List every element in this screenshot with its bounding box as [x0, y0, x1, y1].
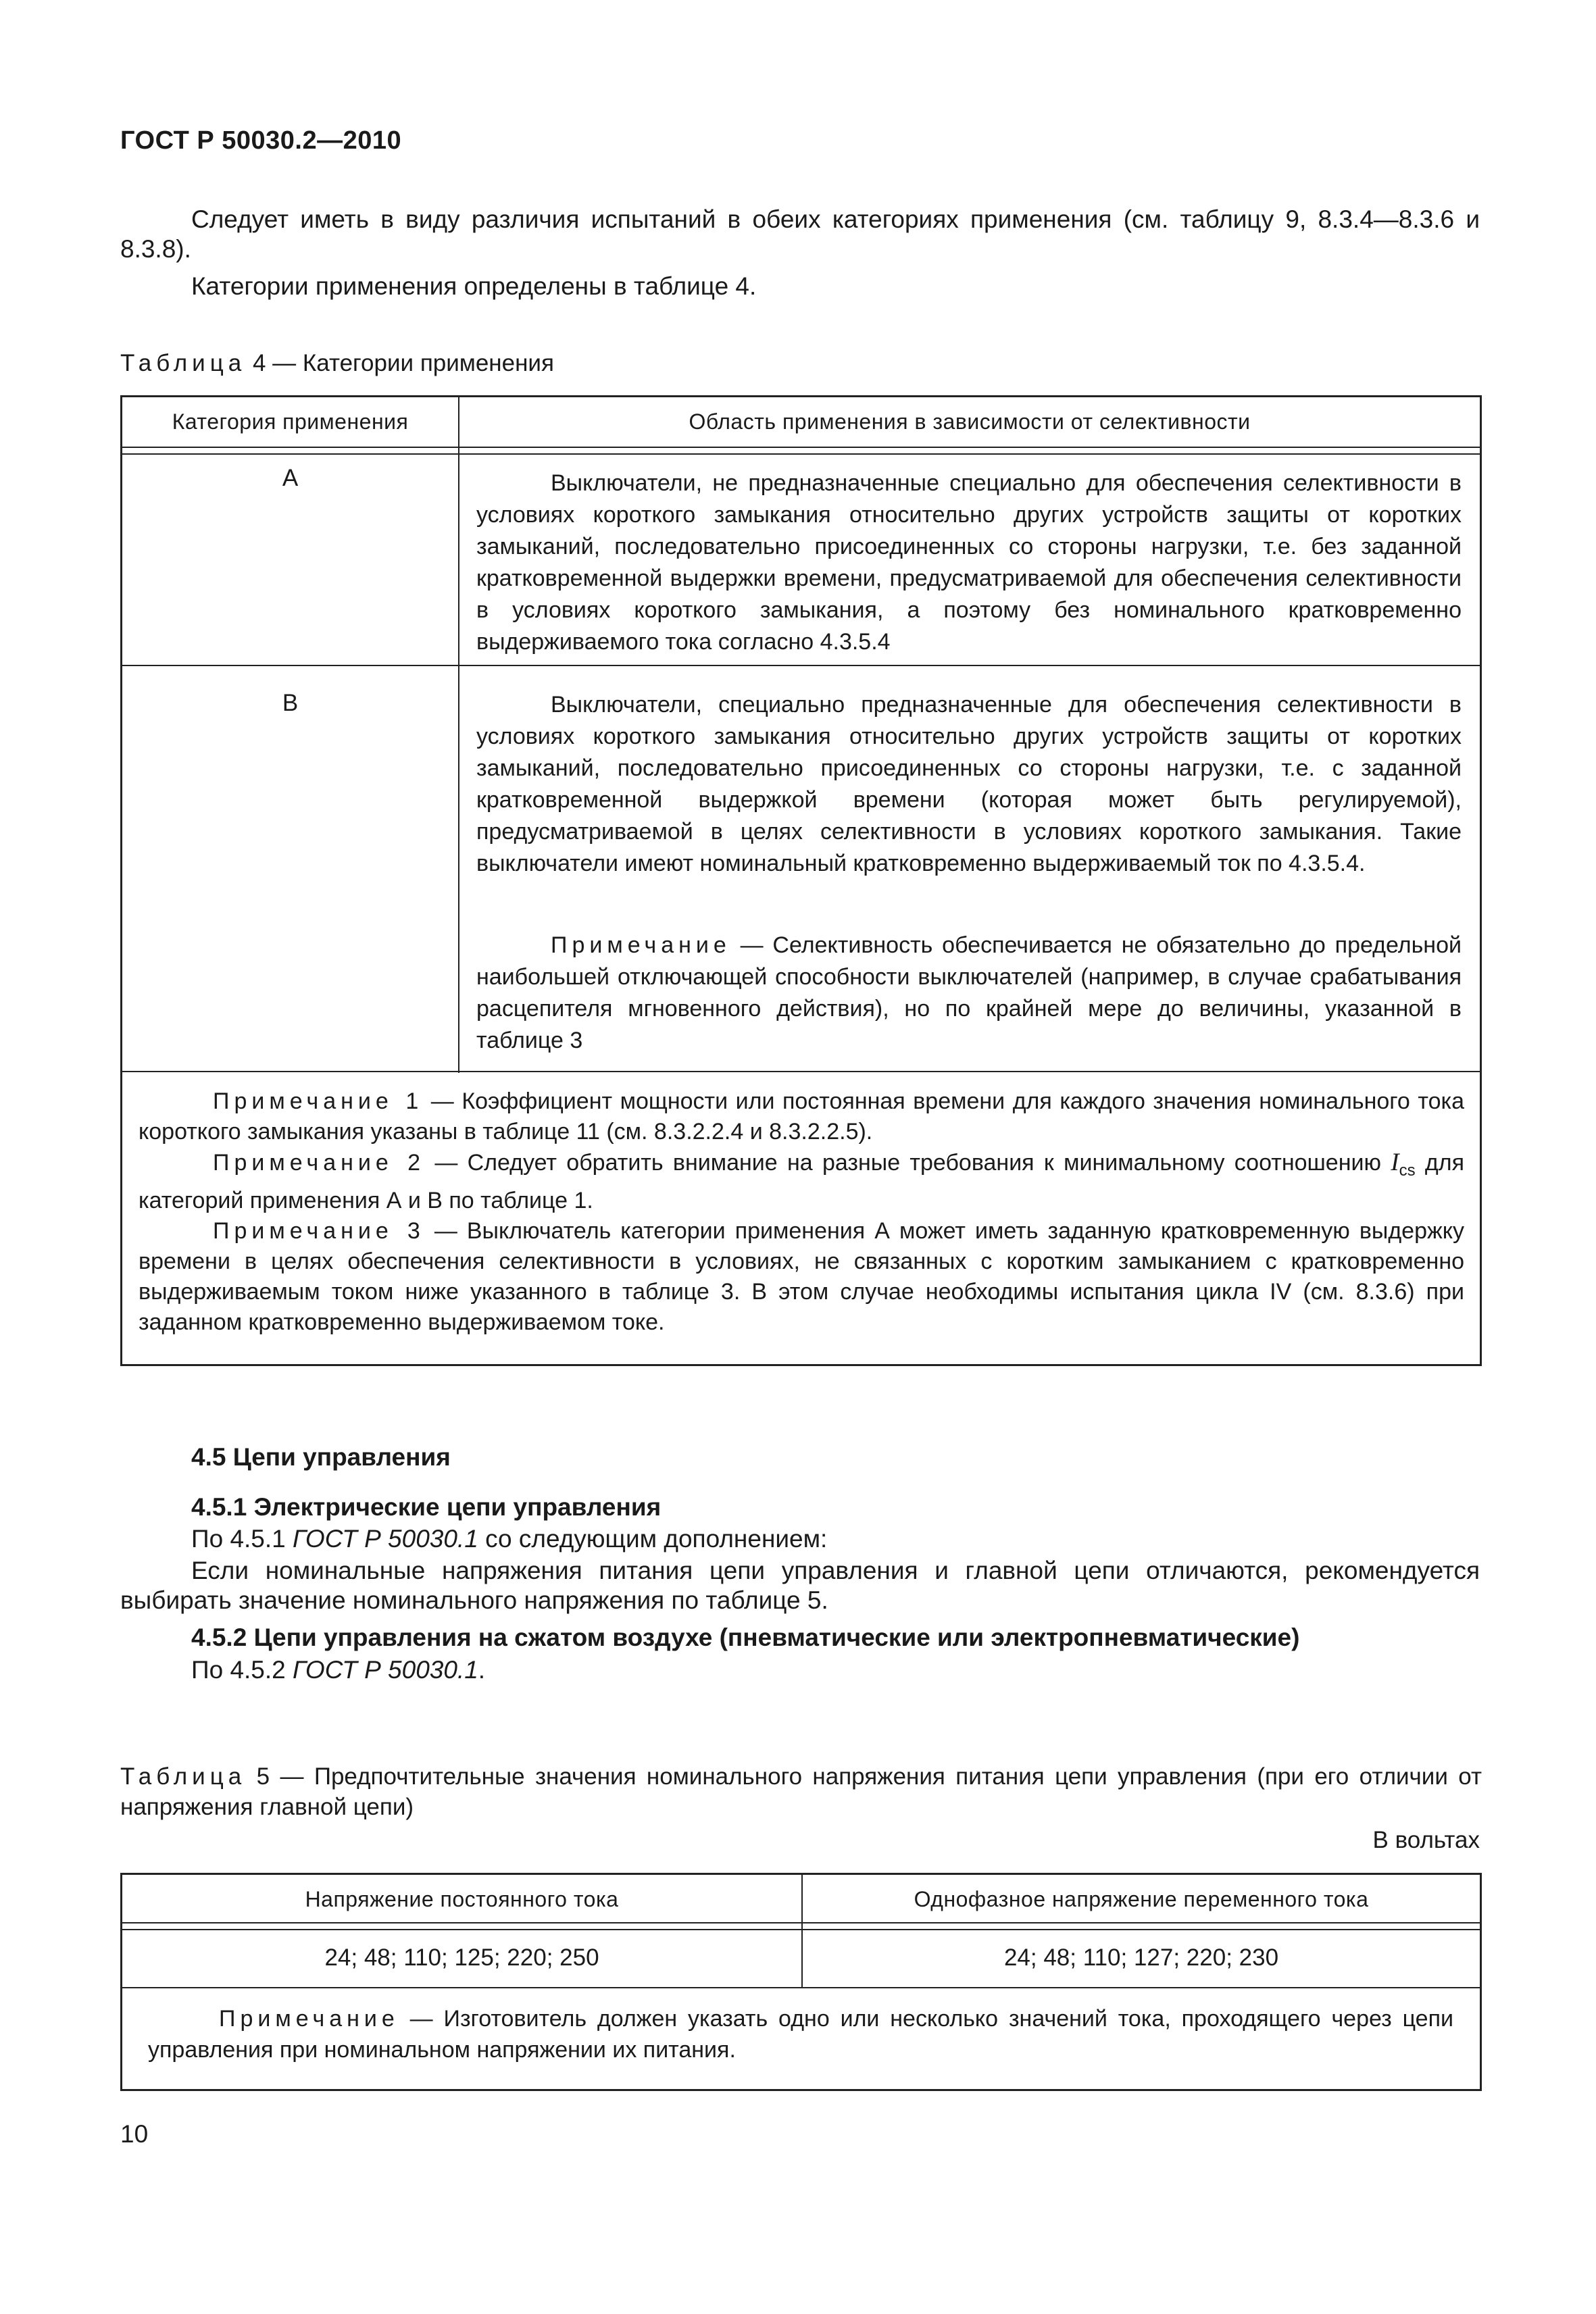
table4-note-3-text: — Выключатель категории применения А может иметь заданную кратковременную выдержку времени в целях обеспечения селективности в условиях, не связанных с коротким замыканием с кратковременно выдерживаемым током ниже указанного в таблице 3. В этом случае необходимы испытания цикла IV (см. 8.3.6) при заданном кратковременно выдерживаемом токе. — [139, 1217, 1464, 1335]
table4-row-a-text: Выключатели, не предназначенные специально для обеспечения селективности в условиях короткого замыкания относительно других устройств защиты от коротких замыканий, последовательно присоединенных со стороны нагрузки, т.е. без заданной кратковременной выдержки времени, предусматриваемой для обеспечения селективности в условиях короткого замыкания, а поэтому без номинального кратковременно выдерживаемого тока согласно 4.3.5.4 — [476, 470, 1462, 655]
table4-note-3-label: Примечание 3 — [213, 1217, 425, 1244]
table5-note-label: Примечание — [219, 2006, 399, 2032]
section-4-5-1-paragraph: Если номинальные напряжения питания цепи управления и главной цепи отличаются, рекомендуется выбирать значение номинального напряжения по таблице 5. — [120, 1557, 1480, 1614]
table4-header-rule — [122, 447, 1480, 448]
section-4-5-title: 4.5 Цепи управления — [191, 1443, 451, 1471]
table4-note-3 — [139, 1216, 1464, 1338]
table4-note-1-text: — Коэффициент мощности или постоянная времени для каждого значения номинального тока короткого замыкания указаны в таблице 11 (см. 8.3.2.2.4 и 8.3.2.2.5). — [139, 1088, 1465, 1145]
table5-caption — [120, 1761, 1482, 1822]
table5-notes-divider — [122, 1987, 1480, 1988]
document-header: ГОСТ Р 50030.2—2010 — [120, 126, 402, 155]
section-4-5-1-line — [191, 1524, 827, 1554]
table4-notes-divider — [122, 1071, 1480, 1072]
table4-caption-text: 4 — Категории применения — [246, 350, 554, 376]
table4-row-divider — [122, 665, 1480, 666]
page-number: 10 — [120, 2120, 149, 2148]
table4-column-divider — [458, 397, 459, 1073]
section-4-5-2-line — [191, 1655, 485, 1685]
section-4-5-2-ref: ГОСТ Р 50030.1 — [293, 1656, 478, 1684]
table4-note-2-text-after: для категорий применения А и В по таблице 1. — [139, 1150, 1464, 1213]
table5-note — [148, 2003, 1453, 2065]
table4-category-a: A — [282, 465, 299, 491]
table4-note-2-subscript: cs — [1399, 1161, 1416, 1180]
table4-row-b-note — [476, 930, 1462, 1057]
table4-note-2-label: Примечание 2 — [213, 1150, 426, 1176]
table4-note-2 — [139, 1147, 1464, 1216]
section-4-5-1-title: 4.5.1 Электрические цепи управления — [191, 1493, 662, 1521]
table4-caption-prefix: Таблица — [120, 350, 247, 376]
table5-dc-values: 24; 48; 110; 125; 220; 250 — [324, 1944, 599, 1971]
section-4-5-1-pre: По 4.5.1 — [191, 1525, 293, 1553]
table5-caption-prefix: Таблица — [120, 1763, 247, 1790]
table5-caption-text: 5 — Предпочтительные значения номинального напряжения питания цепи управления (при его отличии от напряжения главной цепи) — [120, 1763, 1482, 1820]
table4-header-scope: Область применения в зависимости от селективности — [689, 409, 1251, 434]
table4-row-b-text: Выключатели, специально предназначенные для обеспечения селективности в условиях короткого замыкания относительно других устройств защиты от коротких замыканий, последовательно присоединенных со стороны нагрузки, т.е. с заданной кратковременной выдержкой времени (которая может быть регулируемой), предусматриваемой в целях селективности в условиях короткого замыкания. Такие выключатели имеют номинальный кратковременно выдерживаемый ток по 4.3.5.4. — [476, 692, 1462, 876]
table4-notes — [139, 1086, 1464, 1338]
section-4-5-2-post: . — [478, 1656, 486, 1684]
table4-header-category: Категория применения — [172, 409, 409, 434]
table5 — [120, 1873, 1482, 2091]
table4-row-b-note-label: Примечание — [551, 932, 731, 958]
intro-paragraph-2: Категории применения определены в таблице 4. — [191, 272, 757, 300]
table5-note-text: — Изготовитель должен указать одно или несколько значений тока, проходящего через цепи управления при номинальном напряжении их питания. — [148, 2006, 1453, 2063]
table4-note-1-label: Примечание 1 — [213, 1088, 424, 1114]
section-4-5-1-post: со следующим дополнением: — [478, 1525, 828, 1553]
table4-category-b: B — [282, 690, 299, 716]
table5-ac-values: 24; 48; 110; 127; 220; 230 — [1003, 1944, 1279, 1971]
table4 — [120, 395, 1482, 1366]
section-4-5-2-pre: По 4.5.2 — [191, 1656, 293, 1684]
table5-header-ac: Однофазное напряжение переменного тока — [914, 1887, 1369, 1911]
table4-note-2-text-before: — Следует обратить внимание на разные требования к минимальному соотношению — [425, 1150, 1391, 1176]
table4-note-1 — [139, 1086, 1464, 1147]
table4-row-b-note-text: — Селективность обеспечивается не обязательно до предельной наибольшей отключающей способности выключателей (например, в случае срабатывания расцепителя мгновенного действия), но по крайней мере до величины, указанной в таблице 3 — [476, 932, 1462, 1053]
table5-unit: В вольтах — [1372, 1827, 1480, 1853]
table4-header-rule-2 — [122, 453, 1480, 455]
intro-paragraph: Следует иметь в виду различия испытаний в обеих категориях применения (см. таблицу 9, 8.3.4—8.3.6 и 8.3.8). — [120, 205, 1480, 263]
section-4-5-1-ref: ГОСТ Р 50030.1 — [293, 1525, 478, 1553]
table5-header-dc: Напряжение постоянного тока — [305, 1887, 619, 1911]
table4-note-2-symbol: I — [1391, 1149, 1399, 1176]
table4-caption — [120, 350, 554, 377]
section-4-5-2-title: 4.5.2 Цепи управления на сжатом воздухе (пневматические или электропневматические) — [191, 1624, 1300, 1651]
